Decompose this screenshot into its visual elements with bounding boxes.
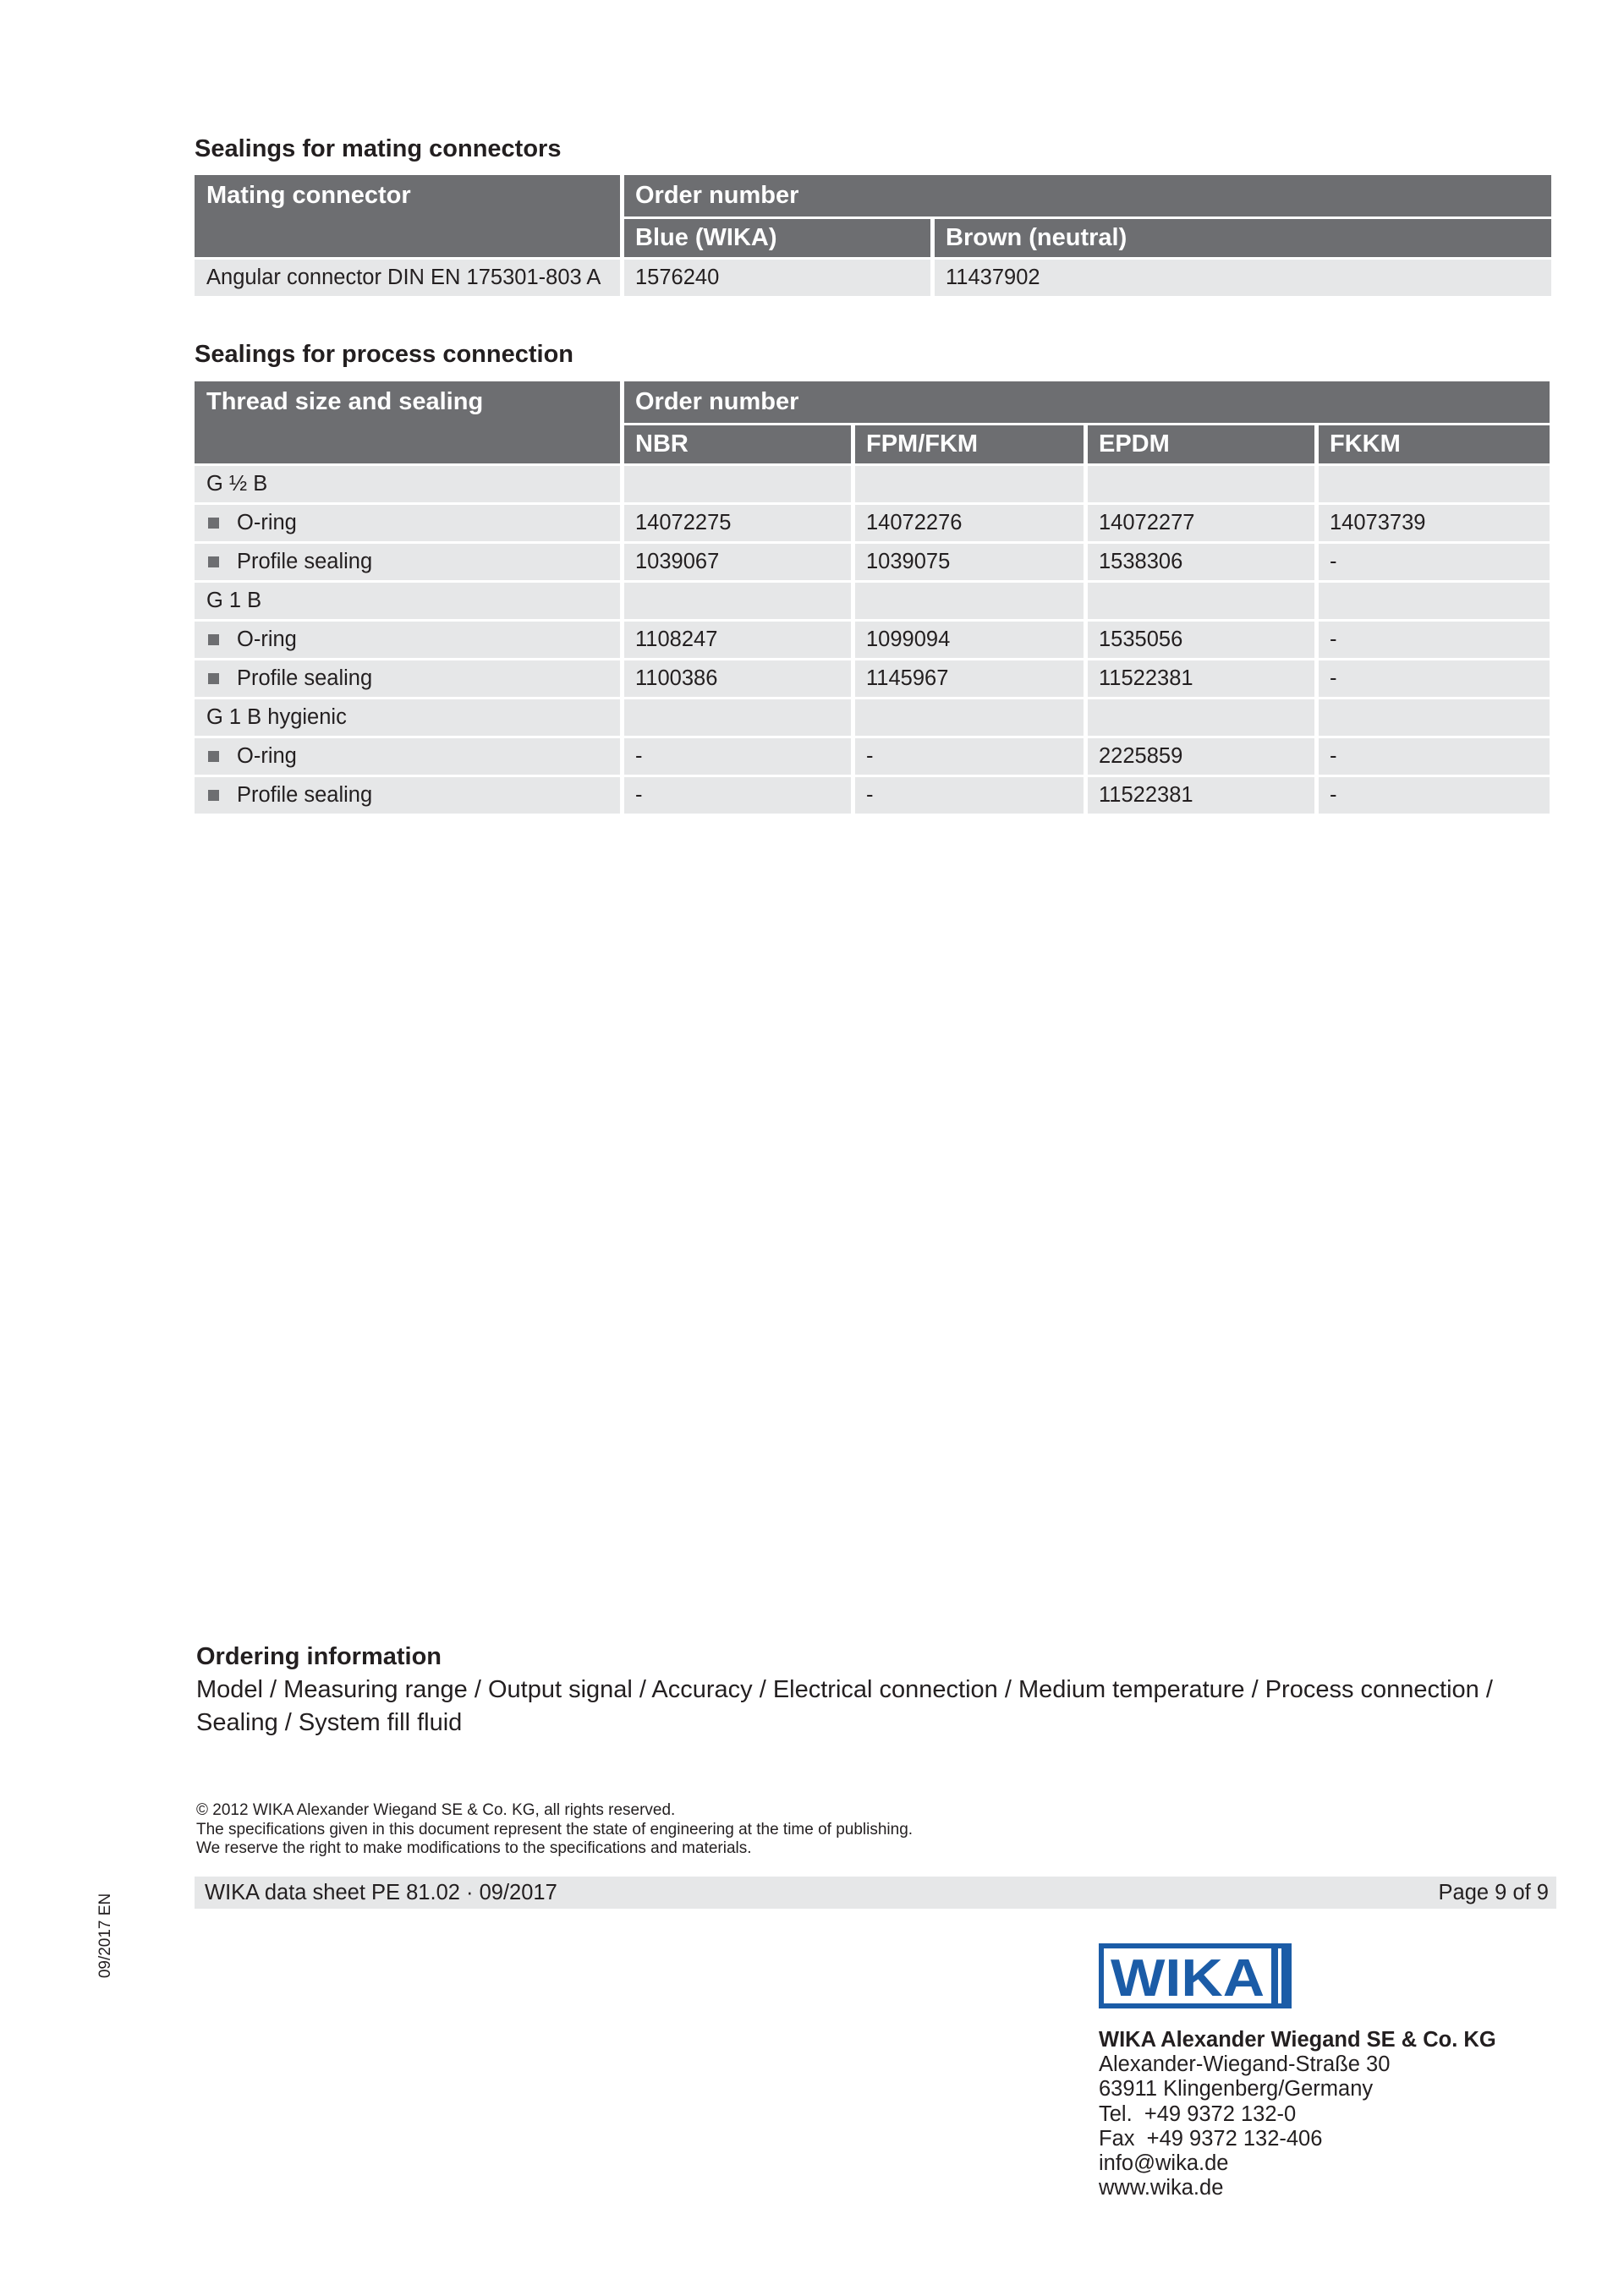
sealing-label <box>195 505 620 541</box>
order-number-nbr: - <box>624 738 851 775</box>
order-number-fkkm: - <box>1319 622 1550 658</box>
order-number-epdm: 2225859 <box>1088 738 1314 775</box>
mating-connector-label: Angular connector DIN EN 175301-803 A <box>195 260 620 296</box>
brown-neutral-header: Brown (neutral) <box>935 219 1551 257</box>
order-number-fkkm: - <box>1319 777 1550 814</box>
blue-wika-header: Blue (WIKA) <box>624 219 930 257</box>
process-connection-table <box>195 381 1550 814</box>
order-number-nbr: 1100386 <box>624 660 851 697</box>
thread-size-header: Thread size and sealing <box>195 381 620 463</box>
company-name: WIKA Alexander Wiegand SE & Co. KG <box>1099 2028 1496 2052</box>
sealing-label-text: Profile sealing <box>237 550 373 573</box>
order-number-fkkm: - <box>1319 738 1550 775</box>
order-number-fkkm: - <box>1319 660 1550 697</box>
sealing-label <box>195 660 620 697</box>
email-link[interactable]: info@wika.de <box>1099 2151 1229 2176</box>
edition-vertical-label: 09/2017 EN <box>96 1893 114 1979</box>
legal-notice <box>196 1801 913 1859</box>
order-number-fpm-fkm: 1145967 <box>855 660 1084 697</box>
empty-cell <box>624 699 851 736</box>
order-number-epdm: 1535056 <box>1088 622 1314 658</box>
square-bullet-icon <box>208 518 219 529</box>
order-number-nbr: 14072275 <box>624 505 851 541</box>
order-number-fpm-fkm: 14072276 <box>855 505 1084 541</box>
order-number-fpm-fkm: - <box>855 777 1084 814</box>
website-link[interactable]: www.wika.de <box>1099 2176 1224 2200</box>
sealing-label-text: Profile sealing <box>237 783 373 807</box>
order-number-header: Order number <box>624 381 1550 423</box>
order-number-header: Order number <box>624 175 1551 216</box>
mating-connectors-title: Sealings for mating connectors <box>195 135 562 162</box>
order-number-nbr: - <box>624 777 851 814</box>
square-bullet-icon <box>208 751 219 762</box>
sealing-label <box>195 738 620 775</box>
fax: Fax +49 9372 132-406 <box>1099 2126 1323 2151</box>
order-number-epdm: 11522381 <box>1088 777 1314 814</box>
nbr-header: NBR <box>624 425 851 463</box>
sealing-label-text: O-ring <box>237 744 297 768</box>
thread-group-label: G 1 B <box>195 583 620 619</box>
ordering-information <box>196 1641 1493 1740</box>
order-number-fkkm: 14073739 <box>1319 505 1550 541</box>
order-number-nbr: 1039067 <box>624 544 851 580</box>
empty-cell <box>1088 466 1314 502</box>
empty-cell <box>1319 699 1550 736</box>
process-connection-title: Sealings for process connection <box>195 341 573 368</box>
order-number-brown: 11437902 <box>935 260 1551 296</box>
empty-cell <box>1088 583 1314 619</box>
copyright-line: © 2012 WIKA Alexander Wiegand SE & Co. KG, all rights reserved. <box>196 1801 676 1819</box>
sealing-label-text: Profile sealing <box>237 666 373 690</box>
square-bullet-icon <box>208 790 219 801</box>
epdm-header: EPDM <box>1088 425 1314 463</box>
order-number-fpm-fkm: 1039075 <box>855 544 1084 580</box>
page-number: Page 9 of 9 <box>1438 1880 1549 1904</box>
modifications-note: We reserve the right to make modifications to the specifications and materials. <box>196 1839 752 1858</box>
mating-connectors-table <box>195 175 1551 296</box>
empty-cell <box>855 583 1084 619</box>
logo-side-line <box>1278 1948 1281 2003</box>
order-number-fkkm: - <box>1319 544 1550 580</box>
thread-group-label: G ½ B <box>195 466 620 502</box>
mating-connector-header: Mating connector <box>195 175 620 257</box>
empty-cell <box>855 466 1084 502</box>
square-bullet-icon <box>208 634 219 645</box>
telephone: Tel. +49 9372 132-0 <box>1099 2101 1297 2126</box>
city-country: 63911 Klingenberg/Germany <box>1099 2077 1374 2101</box>
empty-cell <box>1088 699 1314 736</box>
empty-cell <box>855 699 1084 736</box>
order-number-epdm: 14072277 <box>1088 505 1314 541</box>
data-sheet-reference: WIKA data sheet PE 81.02 · 09/2017 <box>205 1880 557 1904</box>
square-bullet-icon <box>208 673 219 684</box>
wika-logo <box>1099 1943 1292 2008</box>
fpm-fkm-header: FPM/FKM <box>855 425 1084 463</box>
ordering-information-line: Model / Measuring range / Output signal / Accuracy / Electrical connection / Medium temperature / Process connection / <box>196 1676 1493 1703</box>
empty-cell <box>624 583 851 619</box>
sealing-label-text: O-ring <box>237 627 297 651</box>
street-address: Alexander-Wiegand-Straße 30 <box>1099 2052 1391 2077</box>
fkkm-header: FKKM <box>1319 425 1550 463</box>
empty-cell <box>1319 583 1550 619</box>
empty-cell <box>1319 466 1550 502</box>
specifications-note: The specifications given in this document represent the state of engineering at the time of publishing. <box>196 1820 914 1838</box>
sealing-label <box>195 544 620 580</box>
order-number-epdm: 1538306 <box>1088 544 1314 580</box>
ordering-information-line: Sealing / System fill fluid <box>196 1709 463 1736</box>
square-bullet-icon <box>208 556 219 567</box>
sealing-label-text: O-ring <box>237 511 297 534</box>
ordering-information-title: Ordering information <box>196 1643 442 1670</box>
thread-group-label: G 1 B hygienic <box>195 699 620 736</box>
empty-cell <box>624 466 851 502</box>
order-number-epdm: 11522381 <box>1088 660 1314 697</box>
order-number-nbr: 1108247 <box>624 622 851 658</box>
footer-bar <box>195 1877 1556 1909</box>
logo-wordmark: WIKA <box>1111 1949 1265 2008</box>
sealing-label <box>195 777 620 814</box>
company-address <box>1099 2028 1496 2200</box>
order-number-blue: 1576240 <box>624 260 930 296</box>
order-number-fpm-fkm: 1099094 <box>855 622 1084 658</box>
sealing-label <box>195 622 620 658</box>
order-number-fpm-fkm: - <box>855 738 1084 775</box>
